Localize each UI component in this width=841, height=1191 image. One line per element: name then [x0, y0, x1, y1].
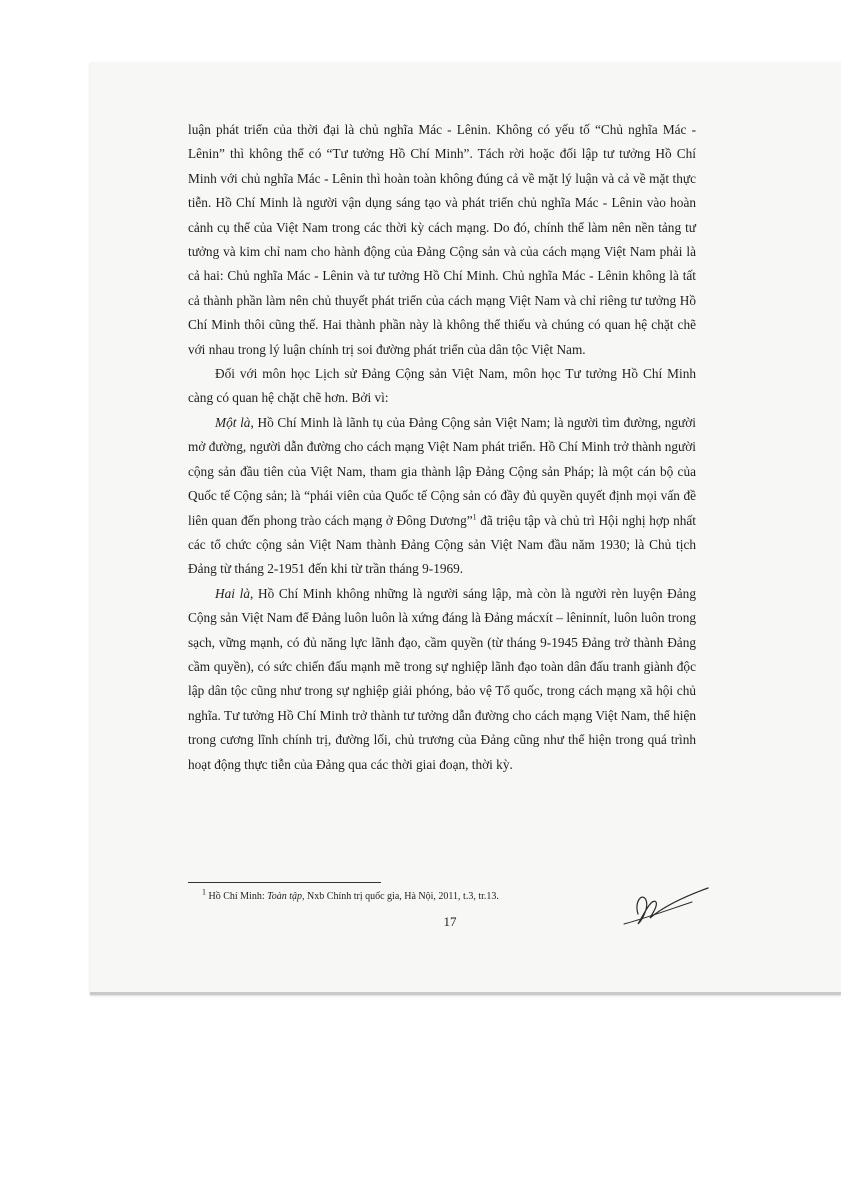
paragraph-lead: Hai là	[215, 585, 250, 601]
footnote-marker: 1	[202, 887, 206, 897]
footnote-separator	[188, 882, 381, 883]
footnote-author: Hồ Chí Minh:	[208, 891, 268, 902]
paragraph: Đối với môn học Lịch sử Đảng Cộng sản Việt Nam, môn học Tư tưởng Hồ Chí Minh càng có quan hệ chặt chẽ hơn. Bởi vì:	[188, 366, 696, 406]
footnote-title: Toàn tập	[267, 891, 303, 902]
footnote-details: , Nxb Chính trị quốc gia, Hà Nội, 2011, t.3, tr.13.	[302, 891, 499, 902]
page-number: 17	[443, 914, 457, 929]
body-text	[188, 118, 696, 777]
paragraph	[188, 411, 696, 582]
paragraph	[188, 582, 696, 777]
footnote-reference[interactable]: 1	[472, 512, 477, 522]
paragraph-text: , Hồ Chí Minh không những là người sáng lập, mà còn là người rèn luyện Đảng Cộng sản Việt Nam để Đảng luôn luôn là xứng đáng là Đảng mácxít – lêninnít, luôn luôn trong sạch, vững mạnh, có đủ năng lực lãnh đạo, cầm quyền (từ tháng 9-1945 Đảng trở thành Đảng cầm quyền), có sức chiến đấu mạnh mẽ trong sự nghiệp lãnh đạo toàn dân đấu tranh giành độc lập dân tộc cũng như trong sự nghiệp giải phóng, bảo vệ Tổ quốc, trong cách mạng xã hội chủ nghĩa. Tư tưởng Hồ Chí Minh trở thành tư tưởng dẫn đường cho cách mạng Việt Nam, thể hiện trong cương lĩnh chính trị, đường lối, chủ trương của Đảng cũng như thể hiện trong quá trình hoạt động thực tiễn của Đảng qua các thời giai đoạn, thời kỳ.	[188, 585, 696, 772]
paragraph-text: , Hồ Chí Minh là lãnh tụ của Đảng Cộng sản Việt Nam; là người tìm đường, người mở đường, người dẫn đường cho cách mạng Việt Nam phát triển. Hồ Chí Minh trở thành người cộng sản đầu tiên của Việt Nam, tham gia thành lập Đảng Cộng sản Pháp; là một cán bộ của Quốc tế Cộng sản; là “phái viên của Quốc tế Cộng sản có đầy đủ quyền quyết định mọi vấn đề liên quan đến phong trào cách mạng ở Đông Dương”	[188, 414, 696, 528]
paragraph: luận phát triển của thời đại là chủ nghĩa Mác - Lênin. Không có yếu tố “Chủ nghĩa Mác - Lênin” thì không thể có “Tư tưởng Hồ Chí Minh”. Tách rời hoặc đối lập tư tưởng Hồ Chí Minh với chủ nghĩa Mác - Lênin thì hoàn toàn không đúng cả về mặt lý luận và cả về mặt thực tiễn. Hồ Chí Minh là người vận dụng sáng tạo và phát triển chủ nghĩa Mác - Lênin vào hoàn cảnh cụ thể của Việt Nam trong các thời kỳ cách mạng. Do đó, chính thể làm nên nền tảng tư tưởng và kim chỉ nam cho hành động của Đảng Cộng sản và của cách mạng Việt Nam phải là cả hai: Chủ nghĩa Mác - Lênin và tư tưởng Hồ Chí Minh. Chủ nghĩa Mác - Lênin không là tất cả thành phần làm nên chủ thuyết phát triển của cách mạng Việt Nam và chỉ riêng tư tưởng Hồ Chí Minh thôi cũng thế. Hai thành phần này là không thể thiếu và chúng có quan hệ chặt chẽ với nhau trong lý luận chính trị soi đường phát triển của dân tộc Việt Nam.	[188, 122, 696, 357]
scan-edge	[90, 992, 841, 995]
paragraph-lead: Một là	[215, 414, 251, 430]
paragraph-text: đã triệu tập và chủ trì Hội nghị hợp nhất các tổ chức cộng sản Việt Nam thành Đảng Cộng sản Việt Nam đầu năm 1930; là Chủ tịch Đảng từ tháng 2-1951 đến khi từ trần tháng 9-1969.	[188, 512, 696, 577]
handwritten-signature	[616, 884, 711, 932]
